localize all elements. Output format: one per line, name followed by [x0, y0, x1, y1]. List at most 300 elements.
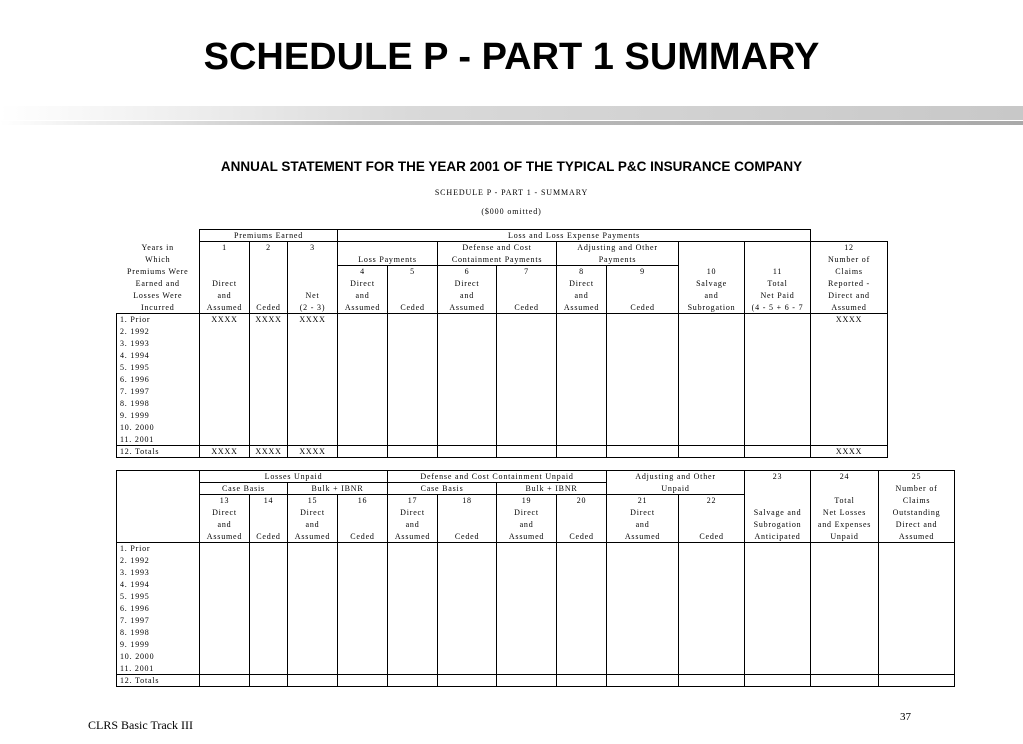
table-cell — [388, 422, 438, 434]
table-cell — [288, 591, 338, 603]
table-row — [117, 434, 888, 446]
table-cell — [200, 555, 250, 567]
col3-line2: (2 - 3) — [288, 302, 338, 314]
table-cell — [879, 555, 955, 567]
table-cell — [288, 338, 338, 350]
table-cell — [288, 675, 338, 687]
xxxx-cell: XXXX — [288, 446, 338, 458]
stub-line: Which — [145, 255, 171, 264]
table-cell — [557, 338, 607, 350]
table-cell — [497, 615, 557, 627]
table-cell — [388, 579, 438, 591]
losses-unpaid-header: Losses Unpaid — [200, 471, 388, 483]
table-cell — [250, 326, 288, 338]
table-cell — [811, 543, 879, 555]
table-cell — [557, 675, 607, 687]
col11-line3: (4 - 5 + 6 - 7 — [745, 302, 811, 314]
col20-ceded: Ceded — [557, 531, 607, 543]
col10-line3: Subrogation — [679, 302, 745, 314]
dcc-case-basis-header: Case Basis — [388, 483, 497, 495]
col13-line2: and — [200, 519, 250, 531]
table-cell — [438, 338, 497, 350]
table-cell — [497, 567, 557, 579]
loss-expense-payments-header: Loss and Loss Expense Payments — [338, 230, 811, 242]
table-cell — [388, 603, 438, 615]
table-cell — [679, 362, 745, 374]
table-cell — [679, 615, 745, 627]
table-cell — [607, 350, 679, 362]
table-cell — [497, 350, 557, 362]
table-cell — [679, 627, 745, 639]
table-cell — [745, 398, 811, 410]
annual-statement-subtitle: ANNUAL STATEMENT FOR THE YEAR 2001 OF THE TYPICAL P&C INSURANCE COMPANY — [220, 159, 803, 174]
table-cell — [811, 326, 888, 338]
accident-year-label: 10. 2000 — [117, 422, 200, 434]
table-cell — [250, 555, 288, 567]
table-cell — [557, 326, 607, 338]
table-cell — [607, 603, 679, 615]
ao-header-line1: Adjusting and Other — [557, 242, 679, 254]
ao-unpaid-header-line2: Unpaid — [607, 483, 745, 495]
table-cell — [811, 567, 879, 579]
col1-line2: and — [200, 290, 250, 302]
table-cell — [745, 651, 811, 663]
table-cell — [879, 627, 955, 639]
header-divider-line — [0, 121, 1023, 125]
table-cell — [250, 543, 288, 555]
table-row — [117, 314, 888, 326]
table-cell — [288, 603, 338, 615]
table-cell — [338, 314, 388, 326]
table-cell — [438, 422, 497, 434]
table-cell — [679, 651, 745, 663]
table-cell — [388, 446, 438, 458]
accident-year-label: 10. 2000 — [117, 651, 200, 663]
table-cell — [811, 651, 879, 663]
table-cell — [679, 398, 745, 410]
col8-line1: Direct — [557, 278, 607, 290]
table-cell — [200, 362, 250, 374]
col19-line2: and — [497, 519, 557, 531]
table-cell — [250, 639, 288, 651]
table-cell — [438, 362, 497, 374]
table-cell — [497, 374, 557, 386]
col-num: 2 — [250, 242, 288, 254]
table-cell — [811, 639, 879, 651]
table-cell — [557, 446, 607, 458]
col-num: 13 — [200, 495, 250, 507]
table-cell — [607, 579, 679, 591]
table-cell — [745, 663, 811, 675]
table-cell — [338, 675, 388, 687]
table-cell — [288, 543, 338, 555]
col6-line3: Assumed — [438, 302, 497, 314]
col16-ceded: Ceded — [338, 531, 388, 543]
table-cell — [745, 603, 811, 615]
table-cell — [607, 362, 679, 374]
table-cell — [497, 338, 557, 350]
table-cell — [200, 350, 250, 362]
table-cell — [338, 615, 388, 627]
table-row — [117, 567, 955, 579]
table-cell — [338, 591, 388, 603]
table-cell — [879, 615, 955, 627]
table-cell — [497, 579, 557, 591]
table-cell — [250, 374, 288, 386]
table-cell — [200, 675, 250, 687]
table-cell — [557, 314, 607, 326]
accident-year-label: 6. 1996 — [117, 603, 200, 615]
header-divider-bar — [0, 106, 1023, 120]
table-row — [117, 398, 888, 410]
col6-line2: and — [438, 290, 497, 302]
table-cell — [607, 543, 679, 555]
table-cell — [388, 434, 438, 446]
table-cell — [879, 567, 955, 579]
col8-line3: Assumed — [557, 302, 607, 314]
table-cell — [250, 350, 288, 362]
table-cell — [745, 338, 811, 350]
col-num: 25 — [879, 471, 955, 483]
col23-line2: Subrogation — [745, 519, 811, 531]
table-cell — [200, 567, 250, 579]
table-cell — [338, 350, 388, 362]
table-cell — [288, 615, 338, 627]
accident-year-label: 7. 1997 — [117, 386, 200, 398]
accident-year-label: 5. 1995 — [117, 362, 200, 374]
table-cell — [607, 374, 679, 386]
col-num: 3 — [288, 242, 338, 254]
col-num: 16 — [338, 495, 388, 507]
col-num: 19 — [497, 495, 557, 507]
stub-line: Losses Were — [133, 291, 183, 300]
accident-year-label: 2. 1992 — [117, 326, 200, 338]
loss-payments-header: Loss Payments — [338, 254, 438, 266]
table-cell — [250, 603, 288, 615]
table-cell — [200, 663, 250, 675]
table-cell — [879, 639, 955, 651]
table-cell — [679, 579, 745, 591]
stub-line: Years in — [141, 243, 174, 252]
col21-line2: and — [607, 519, 679, 531]
table-cell — [557, 615, 607, 627]
table-cell — [811, 603, 879, 615]
table-cell — [607, 639, 679, 651]
col-num: 23 — [745, 471, 811, 483]
table-cell — [497, 314, 557, 326]
table-cell — [288, 434, 338, 446]
table-cell — [745, 314, 811, 326]
table-cell — [745, 591, 811, 603]
stub-line: Premiums Were — [127, 267, 189, 276]
col15-line2: and — [288, 519, 338, 531]
table-cell — [250, 579, 288, 591]
table-cell — [679, 639, 745, 651]
table-cell — [497, 639, 557, 651]
table-cell — [557, 434, 607, 446]
table-cell — [811, 434, 888, 446]
table-cell — [745, 374, 811, 386]
losses-bulk-ibnr-header: Bulk + IBNR — [288, 483, 388, 495]
col8-line2: and — [557, 290, 607, 302]
col25-line2: Claims — [879, 495, 955, 507]
table-cell — [679, 326, 745, 338]
table-cell — [497, 362, 557, 374]
col13-line3: Assumed — [200, 531, 250, 543]
schedule-caption: SCHEDULE P - PART 1 - SUMMARY — [434, 188, 589, 197]
accident-year-label: 12. Totals — [117, 675, 200, 687]
dcc-header-line2: Containment Payments — [438, 254, 557, 266]
table-cell — [607, 434, 679, 446]
ao-header-line2: Payments — [557, 254, 679, 266]
col-num: 21 — [607, 495, 679, 507]
table-cell — [338, 398, 388, 410]
schedule-p-part1-payments-table — [116, 229, 888, 458]
table-cell — [497, 663, 557, 675]
accident-year-label: 1. Prior — [117, 314, 200, 326]
col4-line3: Assumed — [338, 302, 388, 314]
table-cell — [388, 543, 438, 555]
table-cell — [438, 555, 497, 567]
col25-line4: Direct and — [879, 519, 955, 531]
col-num: 14 — [250, 495, 288, 507]
table-cell — [607, 386, 679, 398]
accident-year-label: 11. 2001 — [117, 663, 200, 675]
table-cell — [497, 675, 557, 687]
table-cell — [250, 675, 288, 687]
table-cell — [811, 675, 879, 687]
table-cell — [338, 362, 388, 374]
table-cell — [250, 386, 288, 398]
table-row — [117, 386, 888, 398]
table-cell — [250, 651, 288, 663]
col19-line1: Direct — [497, 507, 557, 519]
col19-line3: Assumed — [497, 531, 557, 543]
table-row — [117, 651, 955, 663]
table-cell — [745, 350, 811, 362]
table-cell — [388, 374, 438, 386]
col-num: 12 — [811, 242, 888, 254]
col-num: 9 — [607, 266, 679, 278]
table-cell — [879, 603, 955, 615]
col24-line3: and Expenses — [811, 519, 879, 531]
col1-line1: Direct — [200, 278, 250, 290]
table-cell — [338, 639, 388, 651]
table-cell — [288, 422, 338, 434]
table-row — [117, 555, 955, 567]
table-cell — [607, 627, 679, 639]
table-cell — [607, 567, 679, 579]
table-cell — [557, 603, 607, 615]
table-cell — [811, 386, 888, 398]
table-cell — [497, 591, 557, 603]
table-cell — [338, 651, 388, 663]
accident-year-label: 9. 1999 — [117, 410, 200, 422]
table-cell — [438, 675, 497, 687]
table-cell — [438, 567, 497, 579]
col11-line1: Total — [745, 278, 811, 290]
accident-year-label: 3. 1993 — [117, 567, 200, 579]
table-cell — [200, 627, 250, 639]
table-cell — [438, 314, 497, 326]
table-cell — [438, 579, 497, 591]
col10-line1: Salvage — [679, 278, 745, 290]
table-cell — [679, 446, 745, 458]
table-cell — [288, 555, 338, 567]
col12-line5: Assumed — [811, 302, 888, 314]
table-cell — [388, 651, 438, 663]
table-row — [117, 615, 955, 627]
col17-line2: and — [388, 519, 438, 531]
table-cell — [288, 386, 338, 398]
table-cell — [497, 398, 557, 410]
table-cell — [879, 651, 955, 663]
table-cell — [557, 386, 607, 398]
col18-ceded: Ceded — [438, 531, 497, 543]
accident-year-label: 3. 1993 — [117, 338, 200, 350]
table-cell — [438, 603, 497, 615]
table-cell — [200, 591, 250, 603]
table-cell — [557, 350, 607, 362]
dcc-unpaid-header: Defense and Cost Containment Unpaid — [388, 471, 607, 483]
col12-line1: Number of — [811, 254, 888, 266]
premiums-earned-header: Premiums Earned — [200, 230, 338, 242]
table-cell — [497, 555, 557, 567]
table-cell — [200, 386, 250, 398]
col3-line1: Net — [288, 290, 338, 302]
table-cell — [679, 434, 745, 446]
table-cell — [811, 591, 879, 603]
table-cell — [288, 374, 338, 386]
table-cell — [200, 410, 250, 422]
dcc-bulk-ibnr-header: Bulk + IBNR — [497, 483, 607, 495]
col9-ceded: Ceded — [607, 302, 679, 314]
accident-year-label: 11. 2001 — [117, 434, 200, 446]
table-cell — [200, 615, 250, 627]
table-row — [117, 422, 888, 434]
table-cell — [745, 675, 811, 687]
col-num: 11 — [745, 266, 811, 278]
xxxx-cell: XXXX — [811, 314, 888, 326]
table-cell — [811, 350, 888, 362]
col-num: 7 — [497, 266, 557, 278]
table-cell — [388, 386, 438, 398]
table-cell — [438, 446, 497, 458]
omitted-caption: ($000 omitted) — [481, 207, 542, 216]
table-cell — [879, 675, 955, 687]
col25-line3: Outstanding — [879, 507, 955, 519]
table-cell — [338, 410, 388, 422]
table-cell — [288, 627, 338, 639]
table-cell — [288, 651, 338, 663]
accident-year-label: 6. 1996 — [117, 374, 200, 386]
table-cell — [557, 651, 607, 663]
col24-line1: Total — [811, 495, 879, 507]
table-cell — [338, 603, 388, 615]
table-cell — [200, 434, 250, 446]
table-cell — [388, 398, 438, 410]
xxxx-cell: XXXX — [250, 446, 288, 458]
stub-line: Earned and — [135, 279, 180, 288]
table-cell — [200, 543, 250, 555]
accident-year-label: 2. 1992 — [117, 555, 200, 567]
table-cell — [200, 326, 250, 338]
table-cell — [557, 555, 607, 567]
table-cell — [338, 579, 388, 591]
table-cell — [250, 338, 288, 350]
losses-case-basis-header: Case Basis — [200, 483, 288, 495]
table-row — [117, 446, 888, 458]
col12-line3: Reported - — [811, 278, 888, 290]
col21-line1: Direct — [607, 507, 679, 519]
table-cell — [557, 362, 607, 374]
table-cell — [200, 374, 250, 386]
table-cell — [879, 543, 955, 555]
table-cell — [338, 338, 388, 350]
table-cell — [745, 639, 811, 651]
accident-year-label: 7. 1997 — [117, 615, 200, 627]
table-cell — [388, 591, 438, 603]
table-cell — [679, 314, 745, 326]
table-cell — [497, 410, 557, 422]
table-cell — [557, 422, 607, 434]
table-cell — [879, 579, 955, 591]
table-cell — [288, 663, 338, 675]
table-cell — [607, 555, 679, 567]
col11-line2: Net Paid — [745, 290, 811, 302]
table-cell — [438, 663, 497, 675]
table-cell — [811, 410, 888, 422]
col-num: 5 — [388, 266, 438, 278]
table-cell — [338, 555, 388, 567]
table-cell — [250, 567, 288, 579]
table-cell — [497, 446, 557, 458]
col-num: 22 — [679, 495, 745, 507]
table-cell — [288, 398, 338, 410]
table-cell — [607, 663, 679, 675]
table-cell — [607, 338, 679, 350]
table-cell — [679, 555, 745, 567]
table-cell — [388, 555, 438, 567]
table-cell — [745, 326, 811, 338]
col-num: 6 — [438, 266, 497, 278]
table-cell — [288, 567, 338, 579]
col25-line5: Assumed — [879, 531, 955, 543]
col23-line1: Salvage and — [745, 507, 811, 519]
col14-ceded: Ceded — [250, 531, 288, 543]
table-row — [117, 326, 888, 338]
table-cell — [388, 410, 438, 422]
table-cell — [250, 591, 288, 603]
table-row — [117, 338, 888, 350]
table-cell — [745, 410, 811, 422]
table-cell — [388, 362, 438, 374]
table-cell — [607, 651, 679, 663]
table-row — [117, 675, 955, 687]
col-num: 15 — [288, 495, 338, 507]
col17-line1: Direct — [388, 507, 438, 519]
col24-line4: Unpaid — [811, 531, 879, 543]
table-cell — [438, 398, 497, 410]
stub-line: Incurred — [117, 302, 200, 314]
table-cell — [497, 434, 557, 446]
col-num: 20 — [557, 495, 607, 507]
table-cell — [388, 314, 438, 326]
table-cell — [557, 543, 607, 555]
table-cell — [745, 627, 811, 639]
table-cell — [250, 362, 288, 374]
table-cell — [607, 398, 679, 410]
